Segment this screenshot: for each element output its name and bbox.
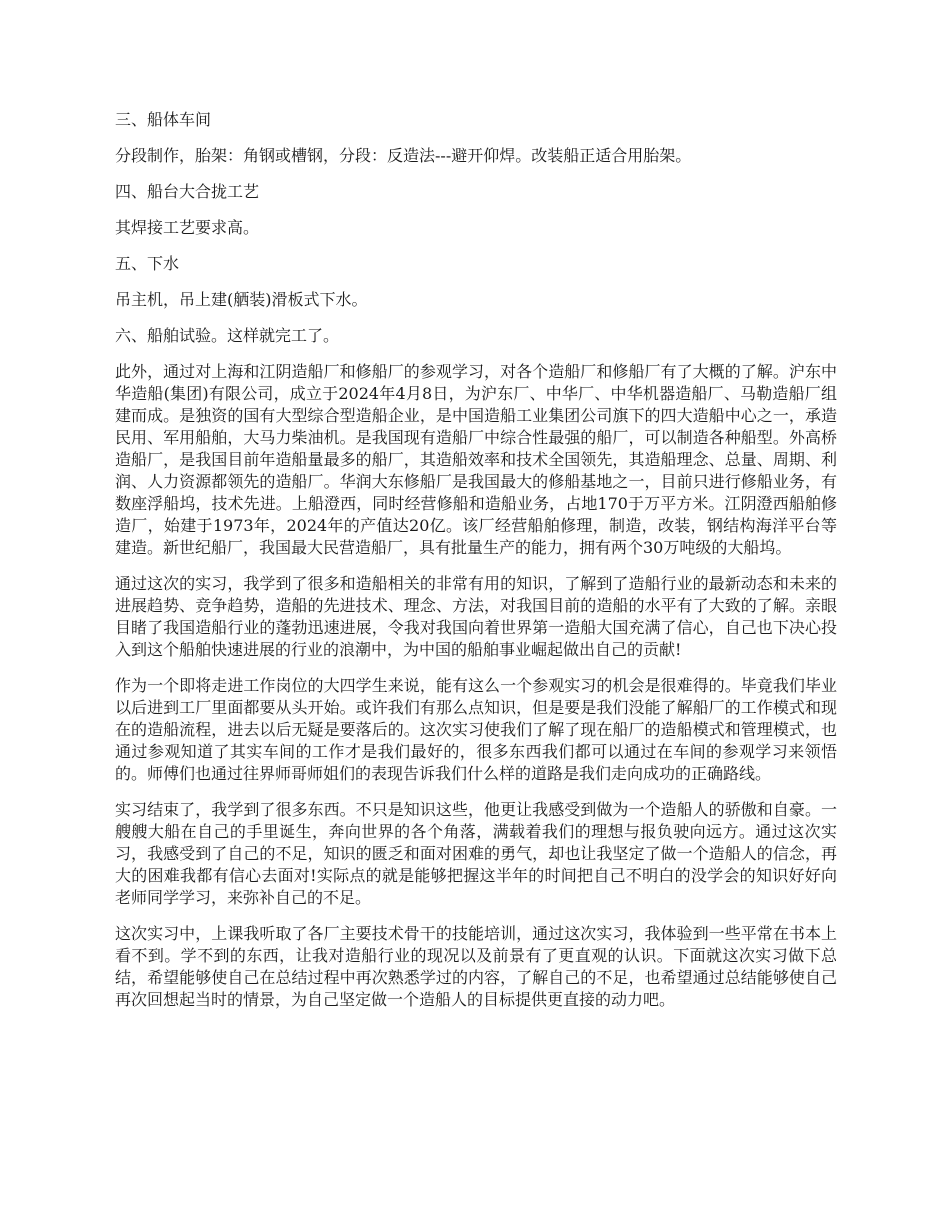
paragraph-internship-conclusion: 实习结束了，我学到了很多东西。不只是知识这些，他更让我感受到做为一个造船人的骄傲和自豪。一艘艘大船在自己的手里诞生，奔向世界的各个角落，满载着我们的理想与报负驶向远方。通过这次实习，我感受到了自己的不足，知识的匮乏和面对困难的勇气，却也让我坚定了做一个造船人的信念，再大的困难我都有信心去面对!实际点的就是能够把握这半年的时间把自己不明白的没学会的知识好好向老师同学学习，来弥补自己的不足。	[115, 800, 837, 907]
paragraph-learnings: 通过这次的实习，我学到了很多和造船相关的非常有用的知识，了解到了造船行业的最新动态和未来的进展趋势、竞争趋势，造船的先进技术、理念、方法，对我国目前的造船的水平有了大致的了解。亲眼目睹了我国造船行业的蓬勃迅速进展，令我对我国向着世界第一造船大国充满了信心，自己也下决心投入到这个船舶快速进展的行业的浪潮中，为中国的船舶事业崛起做出自己的贡献!	[115, 574, 837, 659]
paragraph-summary: 这次实习中，上课我听取了各厂主要技术骨干的技能培训，通过这次实习，我体验到一些平常在书本上看不到。学不到的东西，让我对造船行业的现况以及前景有了更直观的认识。下面就这次实习做下总结，希望能够使自己在总结过程中再次熟悉学过的内容，了解自己的不足，也希望通过总结能够使自己再次回想起当时的情景，为自己坚定做一个造船人的目标提供更直接的动力吧。	[115, 924, 837, 1009]
paragraph-welding: 其焊接工艺要求高。	[115, 218, 260, 237]
section-heading-hull-workshop: 三、船体车间	[115, 110, 212, 129]
paragraph-shipyards-overview: 此外，通过对上海和江阴造船厂和修船厂的参观学习，对各个造船厂和修船厂有了大概的了解。沪东中华造船(集团)有限公司，成立于2024年4月8日，为沪东厂、中华厂、中华机器造船厂、马勒造船厂组建而成。是独资的国有大型综合型造船企业，是中国造船工业集团公司旗下的四大造船中心之一，承造民用、军用船舶，大马力柴油机。是我国现有造船厂中综合性最强的船厂，可以制造各种船型。外高桥造船厂，是我国目前年造船量最多的船厂，其造船效率和技术全国领先，其造船理念、总量、周期、利润、人力资源都领先的造船厂。华润大东修船厂是我国最大的修船基地之一，目前只进行修船业务，有数座浮船坞，技术先进。上船澄西，同时经营修船和造船业务，占地170于万平方米。江阴澄西船舶修造厂，始建于1973年，2024年的产值达20亿。该厂经营船舶修理，制造，改装，钢结构海洋平台等建造。新世纪船厂，我国最大民营造船厂，具有批量生产的能力，拥有两个30万吨级的大船坞。	[115, 362, 837, 557]
document-body	[115, 109, 837, 1025]
paragraph-launching: 吊主机，吊上建(舾装)滑板式下水。	[115, 290, 368, 309]
section-heading-ship-trials: 六、船舶试验。这样就完工了。	[115, 326, 340, 345]
section-heading-launching: 五、下水	[115, 254, 180, 273]
paragraph-block-fabrication: 分段制作，胎架：角钢或槽钢，分段：反造法---避开仰焊。改装船正适合用胎架。	[115, 146, 692, 165]
paragraph-student-perspective: 作为一个即将走进工作岗位的大四学生来说，能有这么一个参观实习的机会是很难得的。毕竟我们毕业以后进到工厂里面都要从头开始。或许我们有那么点知识，但是要是我们没能了解船厂的工作模式和现在的造船流程，进去以后无疑是要落后的。这次实习使我们了解了现在船厂的造船模式和管理模式，也通过参观知道了其实车间的工作才是我们最好的，很多东西我们都可以通过在车间的参观学习来领悟的。师傅们也通过往界师哥师姐们的表现告诉我们什么样的道路是我们走向成功的正确路线。	[115, 676, 837, 783]
section-heading-berth-closure: 四、船台大合拢工艺	[115, 182, 260, 201]
